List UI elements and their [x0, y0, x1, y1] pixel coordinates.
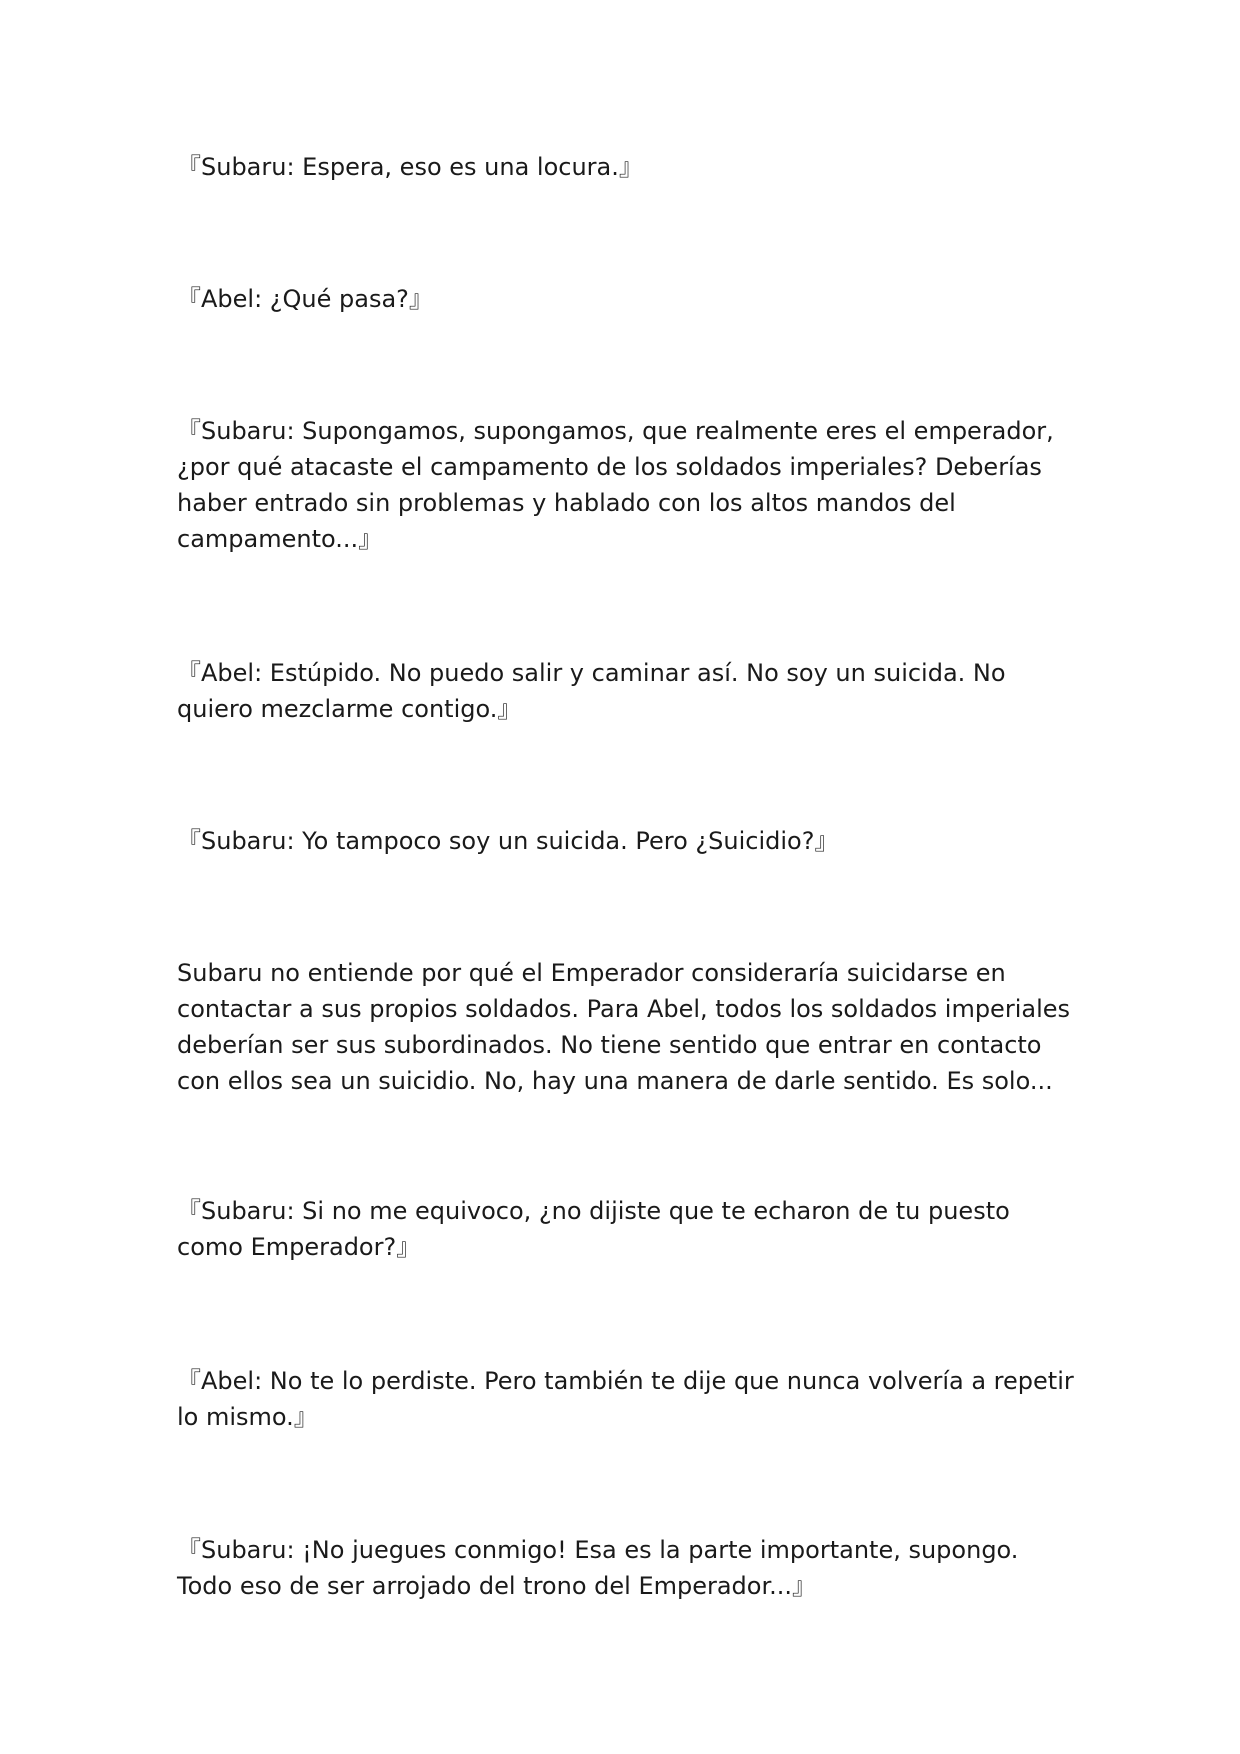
dialogue-paragraph: 『Abel: No te lo perdiste. Pero también te dije que nunca volvería a repetir lo mismo.』: [177, 1367, 1074, 1431]
dialogue-paragraph: 『Subaru: Espera, eso es una locura.』: [177, 153, 643, 181]
dialogue-paragraph: 『Subaru: Supongamos, supongamos, que realmente eres el emperador, ¿por qué atacaste el campamento de los soldados imperiales? Deberías haber entrado sin problemas y hablado con los altos mandos del campamento...』: [177, 417, 1054, 553]
dialogue-paragraph: 『Subaru: Si no me equivoco, ¿no dijiste que te echaron de tu puesto como Emperador?』: [177, 1197, 1010, 1261]
dialogue-paragraph: 『Abel: ¿Qué pasa?』: [177, 285, 433, 313]
dialogue-paragraph: 『Subaru: ¡No juegues conmigo! Esa es la parte importante, supongo. Todo eso de ser arrojado del trono del Emperador...』: [177, 1536, 1019, 1600]
dialogue-paragraph: 『Abel: Estúpido. No puedo salir y caminar así. No soy un suicida. No quiero mezclarme contigo.』: [177, 659, 1006, 723]
narration-paragraph: Subaru no entiende por qué el Emperador consideraría suicidarse en contactar a sus propios soldados. Para Abel, todos los soldados imperiales deberían ser sus subordinados. No tiene sentido que entrar en contacto con ellos sea un suicidio. No, hay una manera de darle sentido. Es solo...: [177, 959, 1071, 1095]
dialogue-paragraph: 『Subaru: Yo tampoco soy un suicida. Pero ¿Suicidio?』: [177, 827, 839, 855]
